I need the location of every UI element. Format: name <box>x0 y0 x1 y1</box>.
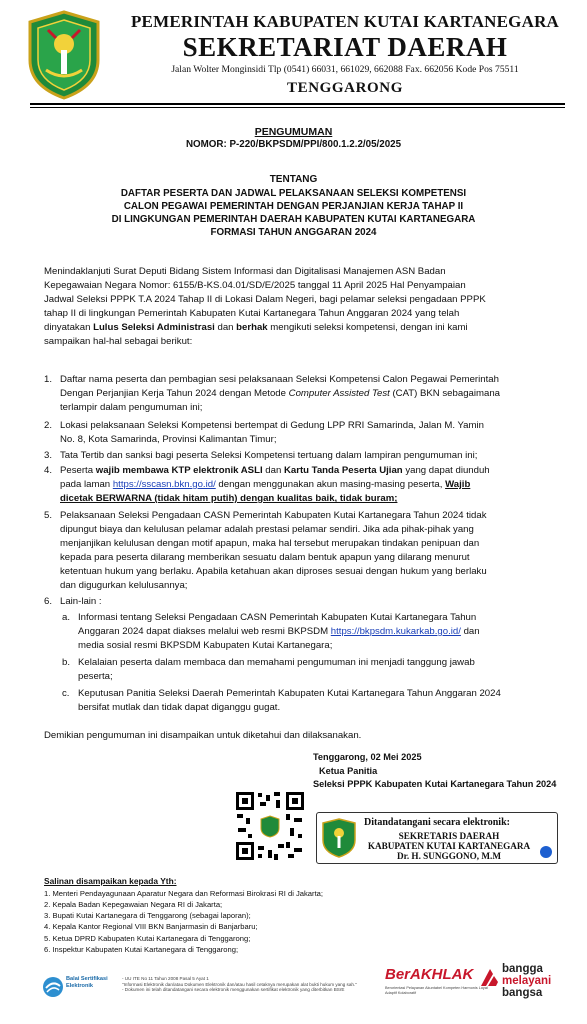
letterhead-rule-thin <box>30 107 565 108</box>
item-number: 1. <box>44 374 53 385</box>
item-5-line: dan digugurkan kelulusannya; <box>60 580 188 591</box>
subitem-c-line: Keputusan Panitia Seleksi Daerah Pemerintah Kabupaten Kutai Kartanegara Tahun Anggaran 2024 <box>78 688 501 699</box>
subitem-a-line: Anggaran 2024 dapat diakses melalui web resmi BKPSDM https://bkpsdm.kukarkab.go.id/ dan <box>78 626 480 637</box>
item-5-line: dipungut biaya dan kelulusan pelamar adalah prestasi pelamar sendiri. Jika ada pihak-pihak yang <box>60 524 474 535</box>
intro-line: dinyatakan Lulus Seleksi Administrasi dan berhak mengikuti seleksi kompetensi, dengan ini kami <box>44 322 468 333</box>
subitem-c-line: bersifat mutlak dan tidak dapat diganggu gugat. <box>78 702 281 713</box>
copies-title: Salinan disampaikan kepada Yth: <box>44 876 177 886</box>
office-address: Jalan Wolter Monginsidi Tlp (0541) 66031, 661029, 662088 Fax. 662056 Kode Pos 75511 <box>171 64 519 75</box>
esign-header: Ditandatangani secara elektronik: <box>364 817 510 828</box>
bsre-label: Balai Sertifikasi Elektronik <box>66 976 108 989</box>
melayani-word: melayani <box>502 975 552 987</box>
announcement-title: PENGUMUMAN <box>254 126 333 138</box>
item-5-line: menjanjikan kelulusan dengan motif apapun, maka hal tersebut merupakan tindakan penipuan dan <box>60 538 480 549</box>
copy-recipient: 1. Menteri Pendayagunaan Aparatur Negara dan Reformasi Birokrasi RI di Jakarta; <box>44 889 324 898</box>
copy-recipient: 5. Ketua DPRD Kabupaten Kutai Kartanegara di Tenggarong; <box>44 934 251 943</box>
intro-line: Kepegawaian Negara Nomor: 6155/B-KS.04.01/SD/E/2025 tanggal 11 April 2025 Hal Penyampaian <box>44 280 466 291</box>
subitem-letter: a. <box>62 612 71 623</box>
signature-committee: Seleksi PPPK Kabupaten Kutai Kartanegara Tahun 2024 <box>313 779 557 789</box>
item-number: 5. <box>44 510 53 521</box>
electronic-signature-box <box>316 812 558 864</box>
subject-line: FORMASI TAHUN ANGGARAN 2024 <box>210 227 377 238</box>
subitem-letter: c. <box>62 688 70 699</box>
item-5-line: Pelaksanaan Seleksi Pengadaan CASN Pemerintah Kabupaten Kutai Kartanegara Tahun 2024 tidak <box>60 510 487 521</box>
item-4-line: dicetak BERWARNA (tidak hitam putih) dengan kualitas baik, tidak buram; <box>60 493 398 504</box>
office-city: TENGGARONG <box>286 80 403 96</box>
subitem-letter: b. <box>62 657 71 668</box>
bangsa-word: bangsa <box>502 987 543 999</box>
subitem-a-line: media sosial resmi BKPSDM Kabupaten Kutai Kartanegara; <box>78 640 333 651</box>
bkpsdm-link[interactable]: https://bkpsdm.kukarkab.go.id/ <box>330 626 461 637</box>
item-number: 4. <box>44 465 53 476</box>
emphasis-eligible: berhak <box>236 322 268 333</box>
signature-role: Ketua Panitia <box>319 766 378 776</box>
sscasn-link[interactable]: https://sscasn.bkn.go.id/ <box>112 479 216 490</box>
bangga-melayani-logo-icon <box>478 966 500 990</box>
item-1-line: terlampir dalam pengumuman ini; <box>60 402 203 413</box>
announcement-number: NOMOR: P-220/BKPSDM/PPI/800.1.2.2/05/2025 <box>185 139 402 150</box>
item-3-line: Tata Tertib dan sanksi bagi peserta Seleksi Kompetensi tertuang dalam lampiran pengumuman ini; <box>60 450 478 461</box>
item-2-line: No. 8, Kota Samarinda, Provinsi Kalimantan Timur; <box>60 434 277 445</box>
item-number: 2. <box>44 420 53 431</box>
letterhead-rule-thick <box>30 103 565 105</box>
item-2-line: Lokasi pelaksanaan Seleksi Kompetensi bertempat di Gedung LPP RRI Samarinda, Jalan M. Yamin <box>60 420 484 431</box>
government-name: PEMERINTAH KABUPATEN KUTAI KARTANEGARA <box>130 12 560 31</box>
intro-line: tahap II di lingkungan Pemerintah Kabupaten Kutai Kartanegara Tahun Anggaran 2024 yang telah <box>44 308 460 319</box>
subitem-b-line: peserta; <box>78 671 113 682</box>
signer-name: Dr. H. SUNGGONO, M.M <box>396 851 502 861</box>
subject-line: DAFTAR PESERTA DAN JADWAL PELAKSANAAN SELEKSI KOMPETENSI <box>120 188 467 199</box>
item-1-line: Dengan Perjanjian Kerja Tahun 2024 dengan Metode Computer Assisted Test (CAT) BKN sebagaimana <box>60 388 500 399</box>
item-5-line: ketentuan hukum yang berlaku. Apabila ketahuan akan diproses sesuai dengan hukum yang berlaku <box>60 566 487 577</box>
intro-line: Jadwal Seleksi PPPK T.A 2024 Tahap II di Lokasi Dalam Negeri, bagi pelamar seleksi pengadaan PPPK <box>44 294 486 305</box>
signer-position: SEKRETARIS DAERAH <box>398 831 500 841</box>
berakhlak-tagline: Berorientasi Pelayanan Akuntabel Kompeten Harmonis Loyal Adaptif Kolaboratif <box>385 986 488 995</box>
footer-legal-note: - UU ITE No 11 Tahun 2008 Pasal 5 Ayat 1 "Informasi Elektronik dan/atau Dokumen Elektronik dan/atau hasil cetaknya merupakan alat bukti hukum yang sah." - Dokumen ini telah ditandatangani secara elektronik menggunakan sertifikat elektronik yang diterbitkan BSrE <box>122 976 357 993</box>
subject-line: CALON PEGAWAI PEMERINTAH DENGAN PERJANJIAN KERJA TAHAP II <box>123 201 464 212</box>
item-5-line: kepada para peserta dilarang memberikan sesuatu dalam bentuk apapun yang dilarang menurut <box>60 552 470 563</box>
bsre-badge-icon <box>540 846 552 858</box>
subitem-a-line: Informasi tentang Seleksi Pengadaan CASN Pemerintah Kabupaten Kutai Kartanegara Tahun <box>78 612 477 623</box>
intro-line: Menindaklanjuti Surat Deputi Bidang Sistem Informasi dan Digitalisasi Manajemen ASN Badan <box>44 266 446 277</box>
berakhlak-logo: BerAKHLAK <box>385 966 474 983</box>
bsre-logo-icon <box>42 976 64 998</box>
item-4-line: pada laman https://sscasn.bkn.go.id/ dengan menggunakan akun masing-masing peserta, Wajib <box>60 479 471 490</box>
subject-line: DI LINGKUNGAN PEMERINTAH DAERAH KABUPATEN KUTAI KARTANEGARA <box>111 214 476 225</box>
signer-region: KABUPATEN KUTAI KARTANEGARA <box>367 841 531 851</box>
office-name: SEKRETARIAT DAERAH <box>182 32 508 62</box>
copy-recipient: 3. Bupati Kutai Kartanegara di Tenggarong (sebagai laporan); <box>44 911 251 920</box>
kutai-kartanegara-crest-icon <box>26 10 102 100</box>
item-4-line: Peserta wajib membawa KTP elektronik ASLI dan Kartu Tanda Peserta Ujian yang dapat diunduh <box>60 465 490 476</box>
item-1-line: Daftar nama peserta dan pembagian sesi pelaksanaan Seleksi Kompetensi Calon Pegawai Pemerintah <box>60 374 499 385</box>
subitem-b-line: Kelalaian peserta dalam membaca dan memahami pengumuman ini menjadi tanggung jawab <box>78 657 475 668</box>
qr-code-icon <box>234 790 306 862</box>
emphasis-passed-admin: Lulus Seleksi Administrasi <box>93 322 215 333</box>
copy-recipient: 4. Kepala Kantor Regional VIII BKN Banjarmasin di Banjarbaru; <box>44 922 258 931</box>
copy-recipient: 6. Inspektur Kabupaten Kutai Kartanegara di Tenggarong; <box>44 945 239 954</box>
announcement-about: TENTANG <box>269 174 318 185</box>
bangga-word: bangga <box>502 963 543 975</box>
closing-statement: Demikian pengumuman ini disampaikan untuk diketahui dan dilaksanakan. <box>44 730 362 741</box>
intro-line: sampaikan hal-hal sebagai berikut: <box>44 336 193 347</box>
item-number: 6. <box>44 596 53 607</box>
item-number: 3. <box>44 450 53 461</box>
item-6-label: Lain-lain : <box>60 596 102 607</box>
copy-recipient: 2. Kepala Badan Kepegawaian Negara RI di Jakarta; <box>44 900 223 909</box>
signature-place-date: Tenggarong, 02 Mei 2025 <box>313 752 422 762</box>
